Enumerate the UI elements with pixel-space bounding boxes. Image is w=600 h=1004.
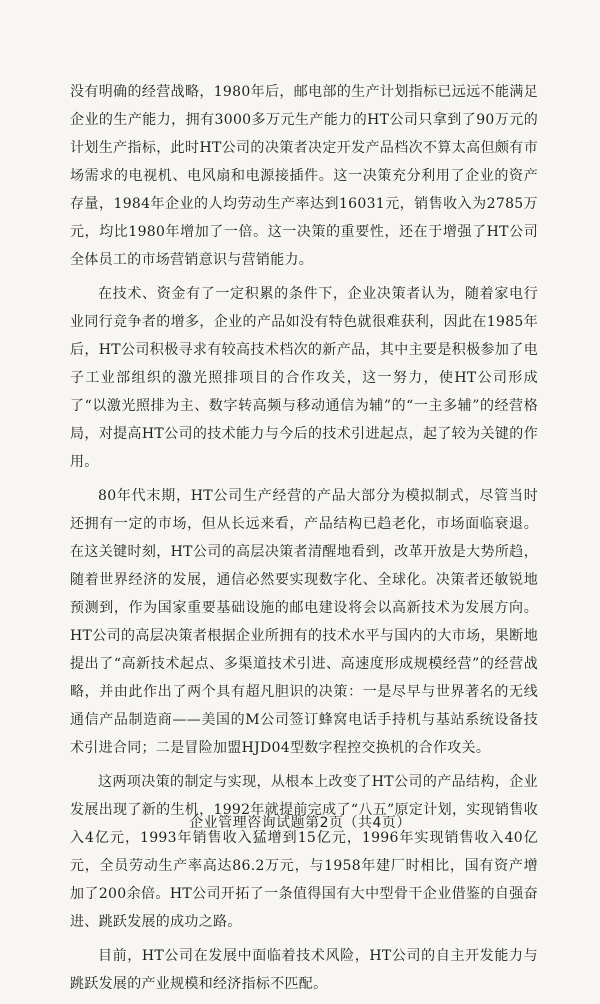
paragraph-5: 目前，HT公司在发展中面临着技术风险，HT公司的自主开发能力与跳跃发展的产业规模和经济指标不匹配。: [70, 948, 538, 992]
document-body: [70, 78, 538, 1004]
paragraph-1: 没有明确的经营战略，1980年后，邮电部的生产计划指标已远远不能满足企业的生产能力，拥有3000多万元生产能力的HT公司只拿到了90万元的计划生产指标，此时HT公司的决策者决定开发产品档次不算太高但颇有市场需求的电视机、电风扇和电源接插件。这一决策充分利用了企业的资产存量，1984年企业的人均劳动生产率达到16031元，销售收入为2785万元，均比1980年增加了一倍。这一决策的重要性，还在于增强了HT公司全体员工的市场营销意识与营销能力。: [70, 84, 538, 268]
page-footer: 企业管理咨询试题第2页（共4页）: [189, 815, 411, 831]
paragraph-2: 在技术、资金有了一定积累的条件下，企业决策者认为，随着家电行业同行竞争者的增多，企业的产品如没有特色就很难获利，因此在1985年后，HT公司积极寻求有较高技术档次的新产品，其中主要是积极参加了电子工业部组织的激光照排项目的合作攻关，这一努力，使HT公司形成了“以激光照排为主、数字转高频与移动通信为辅”的“一主多辅”的经营格局，对提高HT公司的技术能力与今后的技术引进起点，起了较为关键的作用。: [70, 286, 538, 470]
paragraph-3: 80年代末期，HT公司生产经营的产品大部分为模拟制式，尽管当时还拥有一定的市场，但从长远来看，产品结构已趋老化，市场面临衰退。在这关键时刻，HT公司的高层决策者清醒地看到，改革开放是大势所趋，随着世界经济的发展，通信必然要实现数字化、全球化。决策者还敏锐地预测到，作为国家重要基础设施的邮电建设将会以高新技术为发展方向。HT公司的高层决策者根据企业所拥有的技术水平与国内的大市场，果断地提出了“高新技术起点、多渠道技术引进、高速度形成规模经营”的经营战略，并由此作出了两个具有超凡胆识的决策：一是尽早与世界著名的无线通信产品制造商——美国的M公司签订蜂窝电话手持机与基站系统设备技术引进合同；二是冒险加盟HJD04型数字程控交换机的合作攻关。: [70, 488, 538, 756]
paragraph-4: 这两项决策的制定与实现，从根本上改变了HT公司的产品结构，企业发展出现了新的生机，1992年就提前完成了“八五”原定计划，实现销售收入4亿元，1993年销售收入猛增到15亿元，1996年实现销售收入40亿元，全员劳动生产率高达86.2万元，与1958年建厂时相比，国有资产增加了200余倍。HT公司开拓了一条值得国有大中型骨干企业借鉴的自强奋进、跳跃发展的成功之路。: [70, 774, 538, 930]
